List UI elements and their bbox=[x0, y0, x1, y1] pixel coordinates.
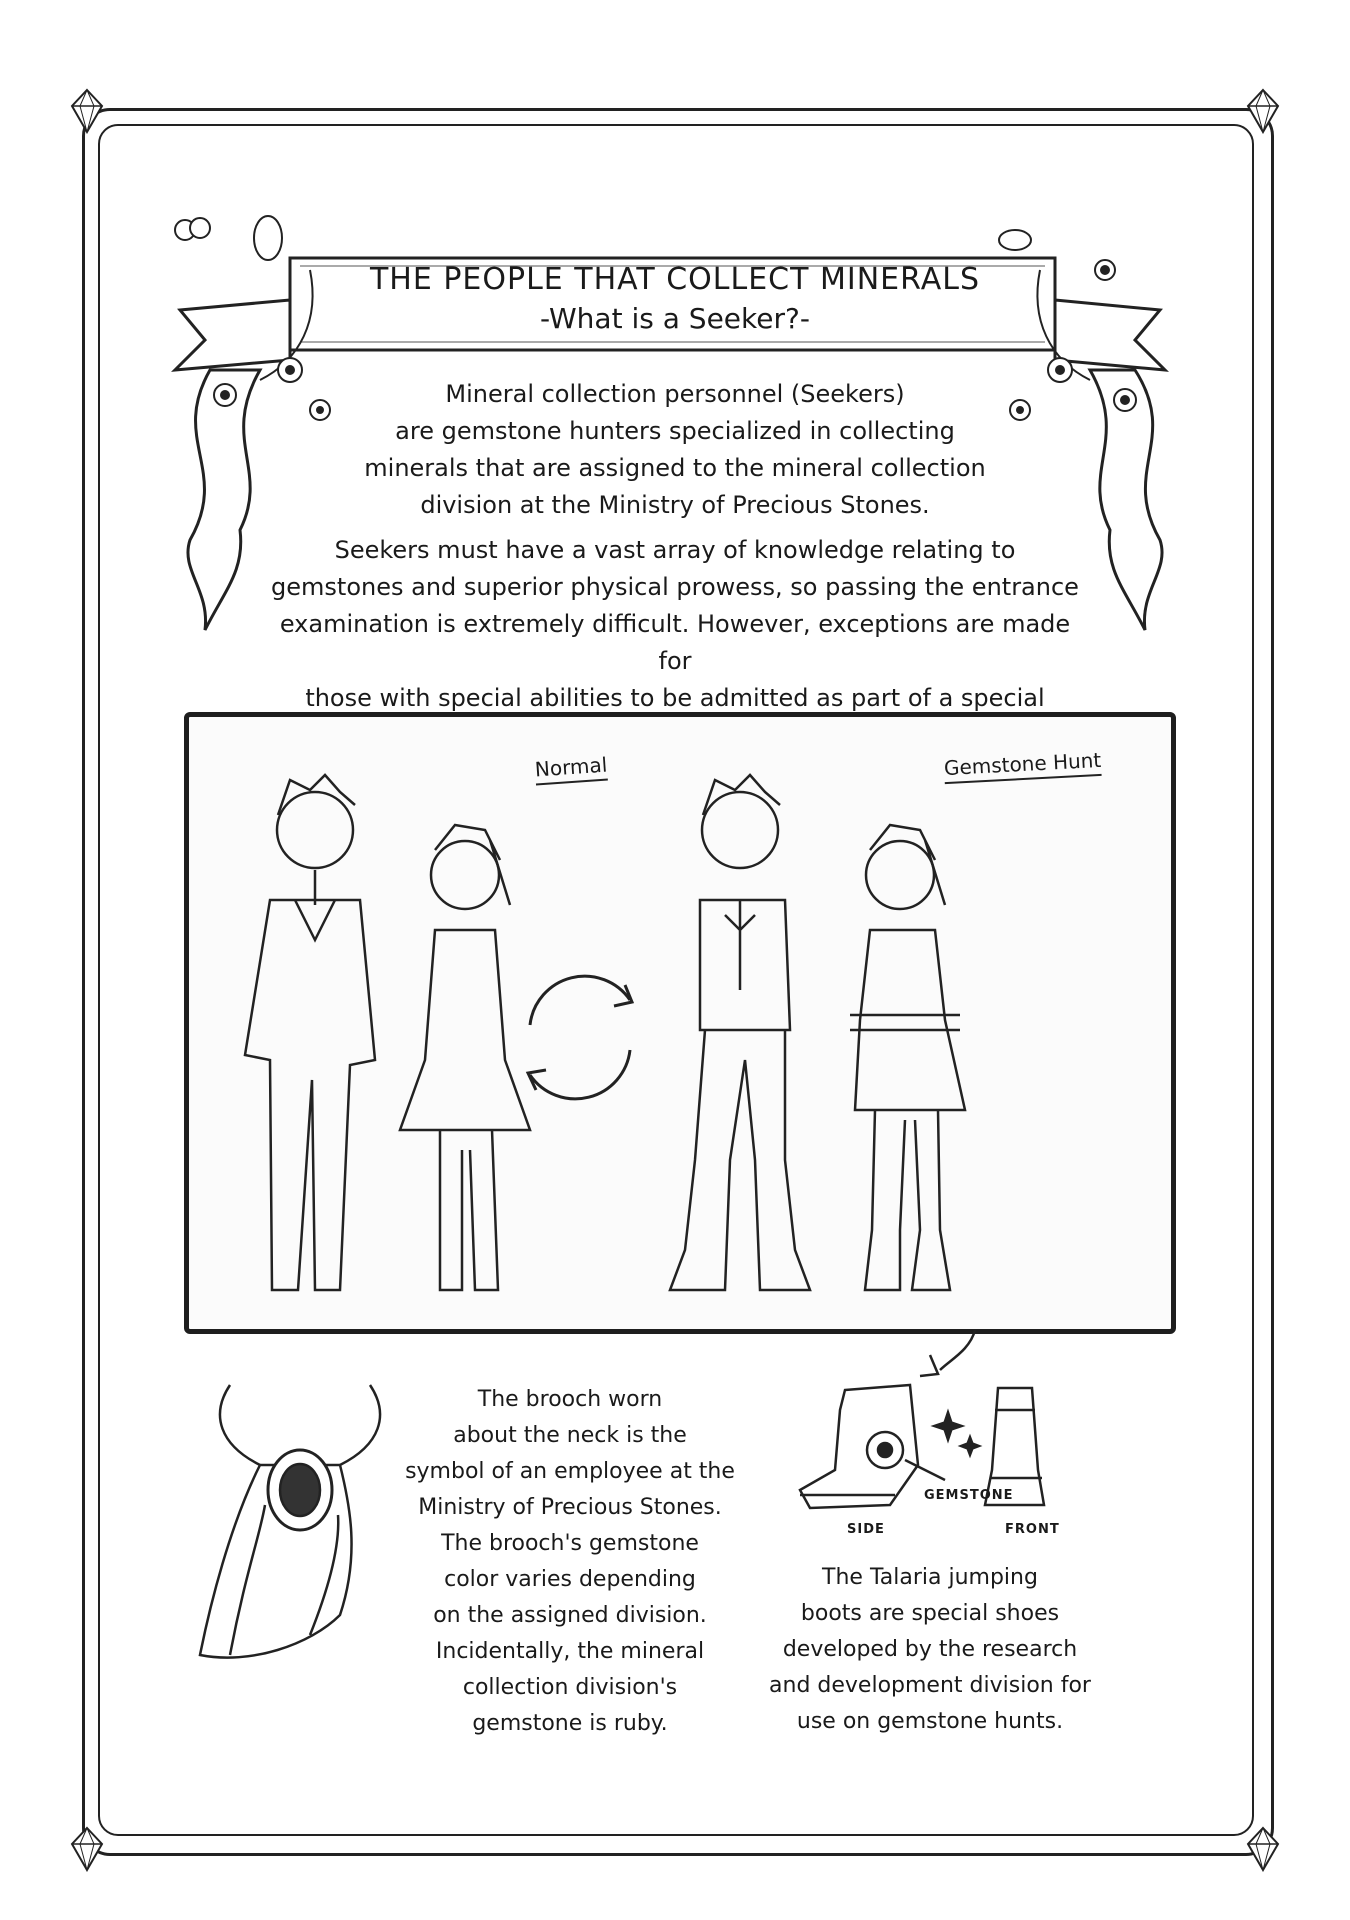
corner-gem-icon bbox=[1246, 88, 1280, 134]
outfit-figures-illustration bbox=[200, 730, 1150, 1310]
brooch-description: The brooch worn about the neck is the symbol of an employee at the Ministry of Precious Stones. The brooch's gemstone color varies depending on the assigned division. Incidentally, the mineral collection division's gemstone is ruby. bbox=[405, 1387, 735, 1736]
brooch-illustration bbox=[190, 1375, 410, 1675]
corner-gem-icon bbox=[70, 88, 104, 134]
intro-paragraph-1: Mineral collection personnel (Seekers) are gemstone hunters specialized in collecting minerals that are assigned to the mineral collection division at the Ministry of Precious Stones. bbox=[364, 380, 986, 519]
boot-front-label: FRONT bbox=[1005, 1522, 1060, 1537]
gemstone-hunt-outfit-label: Gemstone Hunt bbox=[943, 748, 1102, 784]
boot-side-label: SIDE bbox=[847, 1522, 885, 1537]
talaria-boots-illustration bbox=[780, 1330, 1050, 1550]
intro-paragraph-2: Seekers must have a vast array of knowledge relating to gemstones and superior physical prowess, so passing the entrance examination is extremely difficult. However, exceptions are made for those with special abilities to be admitted as part of a special bbox=[271, 536, 1079, 712]
page-subtitle: -What is a Seeker?- bbox=[540, 302, 810, 335]
corner-gem-icon bbox=[1246, 1826, 1280, 1872]
boot-gemstone-label: GEMSTONE bbox=[924, 1488, 1014, 1503]
corner-gem-icon bbox=[70, 1826, 104, 1872]
normal-outfit-label: Normal bbox=[534, 753, 608, 786]
page-title: THE PEOPLE THAT COLLECT MINERALS bbox=[369, 262, 981, 297]
boots-description: The Talaria jumping boots are special shoes developed by the research and development division for use on gemstone hunts. bbox=[769, 1565, 1091, 1734]
